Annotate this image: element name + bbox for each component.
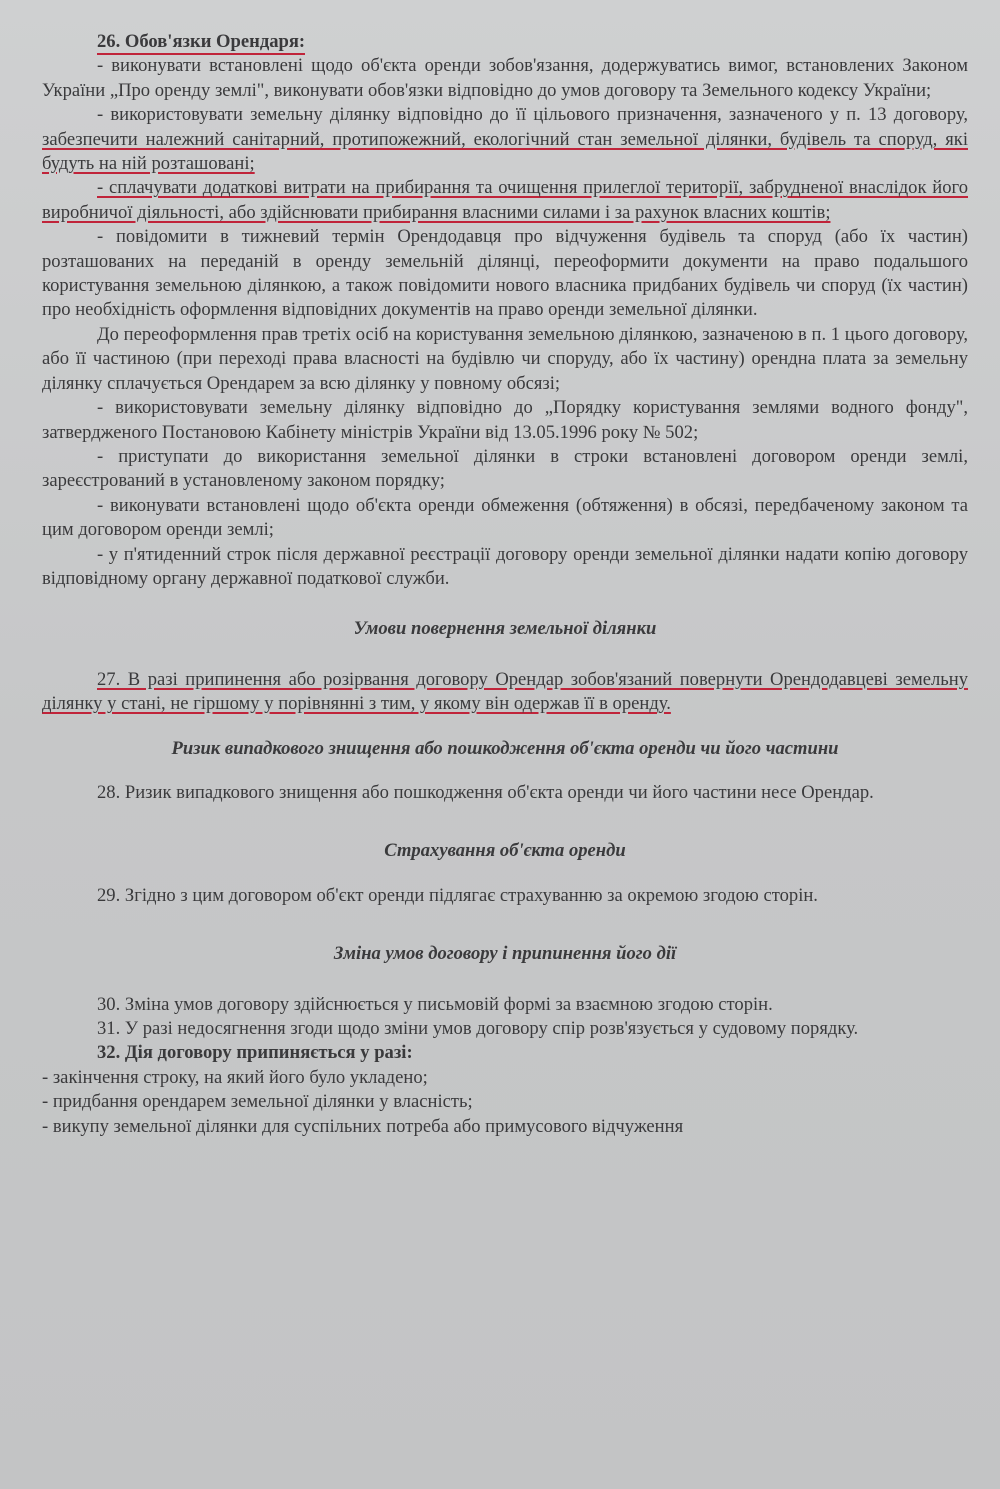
s26-paragraph-5: До переоформлення прав третіх осіб на користування земельною ділянкою, зазначеною в п. 1 цього договору, або її частиною (при переході права власності на будівлю чи споруду, або їх частину) орендна плата за земельну ділянку сплачується Орендарем за всю ділянку у повному обсязі; <box>42 323 968 394</box>
heading-return-conditions: Умови повернення земельної ділянки <box>353 618 657 640</box>
s26-p3-underlined: - сплачувати додаткові витрати на прибирання та очищення прилеглої території, забрудненої внаслідок його виробничої діяльності, або здійснювати прибирання власними силами і за рахунок власних коштів; <box>42 177 968 223</box>
heading-risk: Ризик випадкового знищення або пошкодження об'єкта оренди чи його частини <box>171 737 839 759</box>
s32-item-1: - закінчення строку, на який його було укладено; <box>42 1066 428 1088</box>
section-28: 28. Ризик випадкового знищення або пошкодження об'єкта оренди чи його частини несе Орендар. <box>97 781 874 803</box>
s26-p2-underlined: забезпечити належний санітарний, протипожежний, екологічний стан земельної ділянки, будівель та споруд, які будуть на ній розташовані; <box>42 128 968 175</box>
section-27 <box>42 668 968 717</box>
s26-paragraph-6: - використовувати земельну ділянку відповідно до „Порядку користування землями водного фонду", затвердженого Постановою Кабінету міністрів України від 13.05.1996 року № 502; <box>42 397 968 443</box>
section-31: 31. У разі недосягнення згоди щодо зміни умов договору спір розв'язується у судовому порядку. <box>97 1018 859 1039</box>
s26-paragraph-4: - повідомити в тижневий термін Орендодавця про відчуження будівель та споруд (або їх частин) розташованих на переданій в оренду земельній ділянці, переоформити документи на право подальшого користування земельною ділянкою, а також повідомити нового власника придбаних будівель чи споруд (їх частин) про необхідність оформлення відповідних документів на право оренди земельної ділянки. <box>42 226 968 321</box>
section-26-title: 26. Обов'язки Орендаря: <box>97 31 305 55</box>
s26-paragraph-8: - виконувати встановлені щодо об'єкта оренди обмеження (обтяження) в обсязі, передбаченому законом та цим договором оренди землі; <box>42 494 968 541</box>
s26-paragraph-1: - виконувати встановлені щодо об'єкта оренди зобов'язання, додержуватись вимог, встановлених Законом України „Про оренду землі", виконувати обов'язки відповідно до умов договору та Земельного кодексу України; <box>42 55 968 101</box>
s27-underlined: 27. В разі припинення або розірвання договору Орендар зобов'язаний повернути Орендодавцеві земельну ділянку у стані, не гіршому у порівнянні з тим, у якому він одержав її в оренду. <box>42 668 968 715</box>
s26-p2-plain: - використовувати земельну ділянку відповідно до її цільового призначення, зазначеного у п. 13 договору, <box>97 104 968 126</box>
s26-paragraph-9: - у п'ятиденний строк після державної реєстрації договору оренди земельної ділянки надати копію договору відповідному органу державної податкової служби. <box>42 543 968 589</box>
s26-paragraph-7: - приступати до використання земельної ділянки в строки встановлені договором оренди землі, зареєстрований в установленому законом порядку; <box>42 445 968 492</box>
section-29: 29. Згідно з цим договором об'єкт оренди підлягає страхуванню за окремою згодою сторін. <box>97 884 818 906</box>
heading-change: Зміна умов договору і припинення його дії <box>333 943 677 965</box>
section-30: 30. Зміна умов договору здійснюється у письмовій формі за взаємною згодою сторін. <box>97 993 773 1015</box>
s32-item-2: - придбання орендарем земельної ділянки у власність; <box>42 1091 473 1113</box>
section-32-title: 32. Дія договору припиняється у разі: <box>97 1042 413 1064</box>
s26-paragraph-3 <box>42 176 968 225</box>
s32-item-3: - викупу земельної ділянки для суспільних потреба або примусового відчуження <box>42 1115 684 1137</box>
heading-insurance: Страхування об'єкта оренди <box>384 840 626 862</box>
s26-paragraph-2 <box>42 103 968 176</box>
